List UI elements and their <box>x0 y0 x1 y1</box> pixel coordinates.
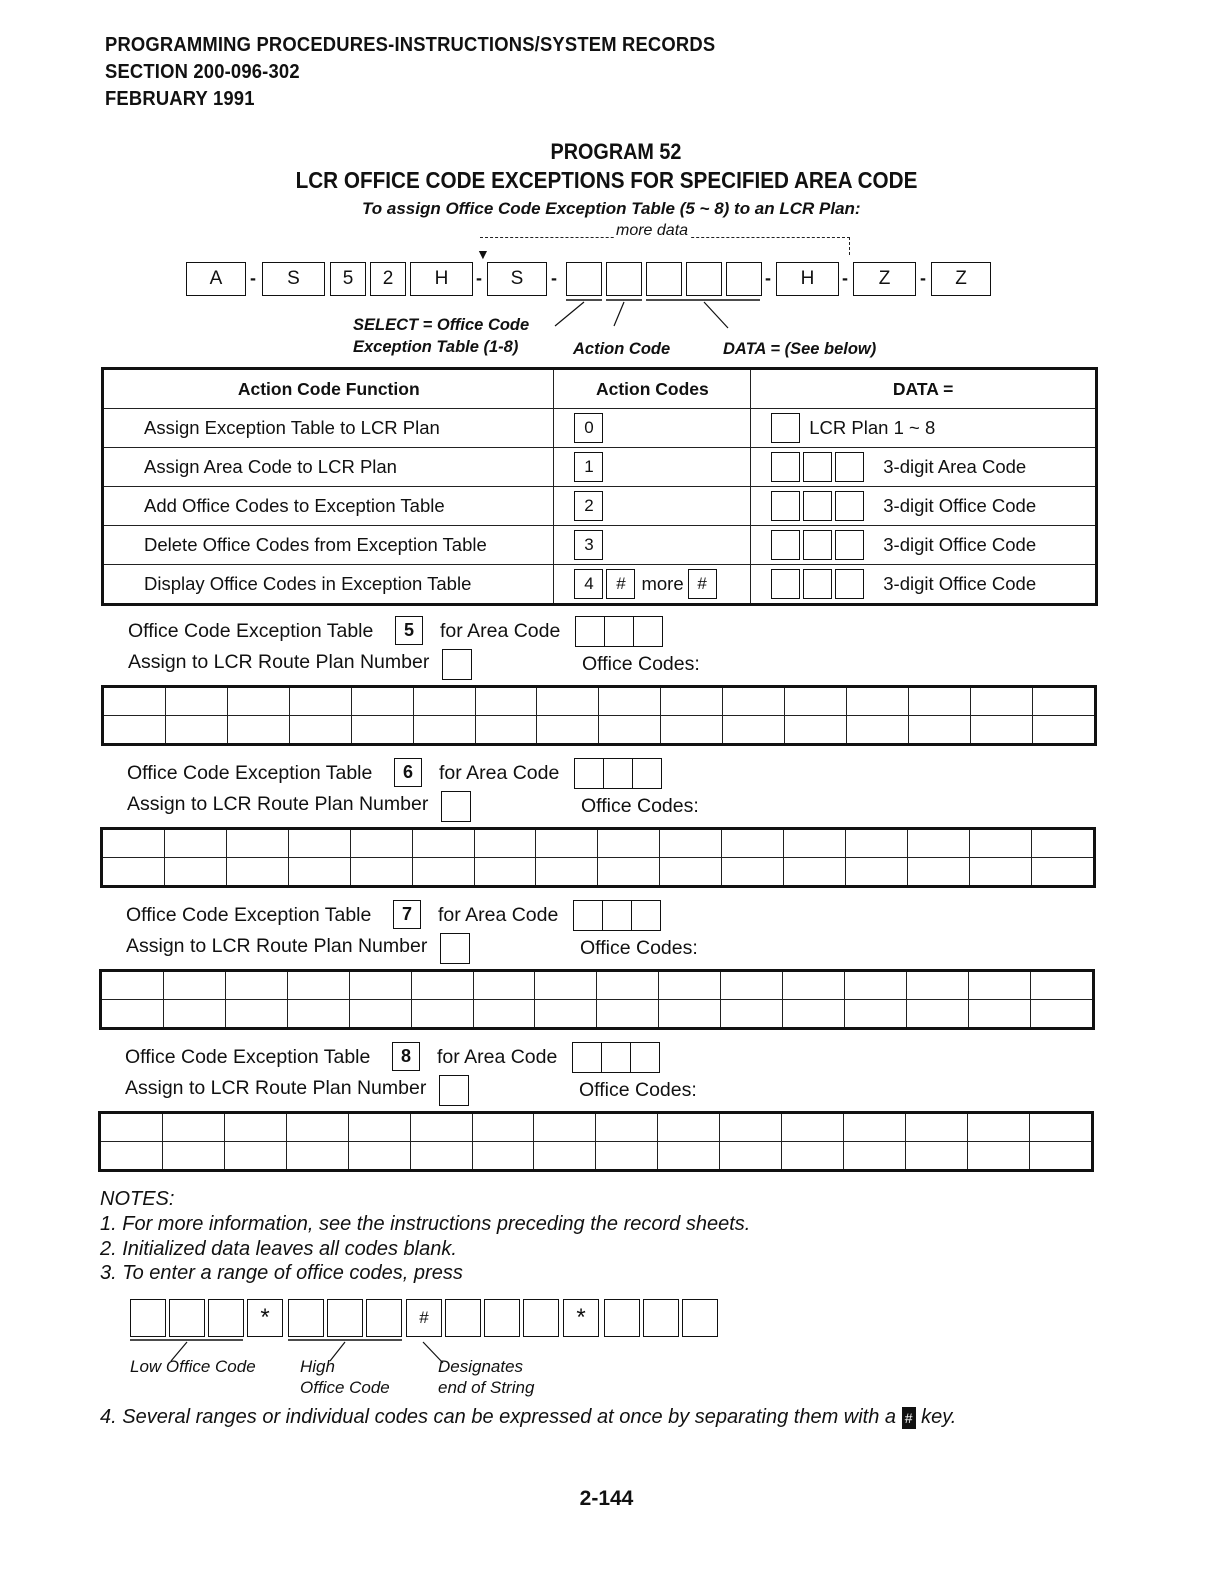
office-code-cell <box>660 829 722 858</box>
header-line-2: SECTION 200-096-302 <box>105 61 300 83</box>
key-5: 5 <box>330 262 366 296</box>
table-row <box>100 1113 1093 1142</box>
data-box <box>803 530 832 560</box>
key-z-2: Z <box>931 262 991 296</box>
office-code-cell <box>970 687 1032 716</box>
note-3: 3. To enter a range of office codes, press <box>100 1262 463 1284</box>
office-code-cell <box>164 858 226 887</box>
office-code-cell <box>599 687 661 716</box>
dash: - <box>842 268 848 288</box>
data-box <box>835 530 864 560</box>
office-code-cell <box>537 687 599 716</box>
office-code-cell <box>350 829 412 858</box>
office-code-cell <box>226 858 288 887</box>
office-code-cell <box>599 716 661 745</box>
office-code-cell <box>350 858 412 887</box>
area-code-label: for Area Code <box>439 762 560 784</box>
office-code-cell <box>720 1113 782 1142</box>
office-code-cell <box>165 687 227 716</box>
data-box <box>835 452 864 482</box>
note-4-key: key. <box>921 1406 957 1428</box>
office-code-cell <box>349 1000 411 1029</box>
action-code-value: 2 <box>574 491 603 521</box>
row-data: 3-digit Office Code <box>883 534 1037 555</box>
office-code-cell <box>783 971 845 1000</box>
data-box <box>771 569 800 599</box>
office-codes-grid <box>99 969 1095 1030</box>
office-code-cell <box>907 971 969 1000</box>
office-code-cell <box>967 1142 1029 1171</box>
office-code-cell <box>782 1142 844 1171</box>
office-code-cell <box>785 716 847 745</box>
exception-table-label: Office Code Exception Table <box>125 1046 371 1068</box>
select-label-2: Exception Table (1-8) <box>353 338 519 356</box>
office-code-cell <box>1031 858 1094 887</box>
area-code-box <box>604 616 634 647</box>
office-code-cell <box>534 1142 596 1171</box>
designates-label-1: Designates <box>438 1357 524 1376</box>
route-plan-box <box>440 933 470 964</box>
page-number: 2-144 <box>579 1487 634 1510</box>
range-box <box>643 1299 679 1337</box>
office-code-cell <box>598 829 660 858</box>
office-code-cell <box>226 829 288 858</box>
office-code-cell <box>102 829 165 858</box>
hash-key-icon: # <box>902 1407 916 1429</box>
down-arrow-icon: ▼ <box>476 246 490 262</box>
action-code-value: 0 <box>574 413 603 443</box>
table-row <box>103 687 1096 716</box>
office-code-cell <box>535 971 597 1000</box>
office-code-cell <box>721 1000 783 1029</box>
office-code-cell <box>537 716 599 745</box>
office-code-cell <box>847 716 909 745</box>
route-plan-box <box>442 649 472 680</box>
office-code-cell <box>100 1142 163 1171</box>
office-code-cell <box>100 1113 163 1142</box>
office-codes-label: Office Codes: <box>581 795 699 817</box>
key-s-select: S <box>487 262 547 296</box>
office-code-cell <box>101 971 164 1000</box>
office-code-cell <box>723 716 785 745</box>
exception-table-number: 6 <box>394 758 422 787</box>
office-code-cell <box>224 1142 286 1171</box>
action-code-value: 3 <box>574 530 603 560</box>
action-code-table <box>101 367 1098 606</box>
office-code-cell <box>597 1000 659 1029</box>
area-code-box <box>572 1042 602 1073</box>
office-code-cell <box>596 1142 658 1171</box>
office-code-cell <box>413 716 475 745</box>
data-box <box>803 569 832 599</box>
row-data: 3-digit Office Code <box>883 495 1037 516</box>
office-code-cell <box>474 858 536 887</box>
area-code-label: for Area Code <box>437 1046 558 1068</box>
more-data-bracket-right <box>849 237 850 255</box>
row-function: Display Office Codes in Exception Table <box>103 565 554 605</box>
area-code-box <box>573 900 603 931</box>
select-box <box>566 262 602 296</box>
office-code-cell <box>906 1142 968 1171</box>
row-data: 3-digit Office Code <box>883 573 1037 594</box>
office-code-cell <box>348 1142 410 1171</box>
route-plan-box <box>439 1075 469 1106</box>
office-code-cell <box>536 829 598 858</box>
office-code-cell <box>101 1000 164 1029</box>
office-code-cell <box>411 971 473 1000</box>
office-codes-grid <box>100 827 1096 888</box>
key-z-1: Z <box>853 262 916 296</box>
row-function: Add Office Codes to Exception Table <box>103 487 554 526</box>
office-code-cell <box>102 858 165 887</box>
office-code-cell <box>286 1113 348 1142</box>
table-row <box>103 487 1097 526</box>
office-code-cell <box>351 716 413 745</box>
office-code-cell <box>287 971 349 1000</box>
office-code-cell <box>410 1113 472 1142</box>
route-plan-box <box>441 791 471 822</box>
assign-plan-label: Assign to LCR Route Plan Number <box>126 935 428 957</box>
exception-table-number: 7 <box>393 900 421 929</box>
note-4 <box>100 1406 956 1429</box>
office-code-cell <box>103 716 166 745</box>
action-code-value: 4 <box>574 569 603 599</box>
row-data: LCR Plan 1 ~ 8 <box>809 417 936 438</box>
star-key: * <box>563 1299 599 1337</box>
office-code-cell <box>473 1000 535 1029</box>
office-code-cell <box>225 1000 287 1029</box>
office-code-cell <box>1031 829 1094 858</box>
document-header <box>105 32 715 113</box>
header-line-1: PROGRAMMING PROCEDURES-INSTRUCTIONS/SYSTEM RECORDS <box>105 34 716 56</box>
office-code-cell <box>784 858 846 887</box>
star-key: * <box>247 1299 283 1337</box>
office-code-cell <box>661 716 723 745</box>
office-code-cell <box>162 1142 224 1171</box>
exception-table-number: 8 <box>392 1042 420 1071</box>
office-code-cell <box>472 1113 534 1142</box>
range-box <box>208 1299 244 1337</box>
data-box <box>771 491 800 521</box>
office-code-cell <box>288 829 350 858</box>
office-code-cell <box>906 1113 968 1142</box>
exception-table-label: Office Code Exception Table <box>126 904 372 926</box>
office-code-cell <box>411 1000 473 1029</box>
program-title: LCR OFFICE CODE EXCEPTIONS FOR SPECIFIED AREA CODE <box>295 167 918 193</box>
office-code-cell <box>1032 716 1095 745</box>
area-code-box <box>602 900 632 931</box>
office-code-cell <box>969 858 1031 887</box>
table-row <box>101 971 1094 1000</box>
range-box <box>523 1299 559 1337</box>
office-code-cell <box>1030 971 1093 1000</box>
office-code-cell <box>597 971 659 1000</box>
table-row <box>102 858 1095 887</box>
data-box <box>835 491 864 521</box>
data-box-2 <box>686 262 722 296</box>
action-code-box <box>606 262 642 296</box>
office-code-cell <box>908 829 970 858</box>
office-code-cell <box>721 971 783 1000</box>
office-code-cell <box>289 687 351 716</box>
data-box-1 <box>646 262 682 296</box>
office-code-cell <box>967 1113 1029 1142</box>
data-label: DATA = (See below) <box>723 340 877 358</box>
dash: - <box>250 268 256 288</box>
more-data-label: more data <box>616 222 689 239</box>
sequence-pointers <box>540 298 760 332</box>
office-codes-grid <box>98 1111 1094 1172</box>
office-code-cell <box>785 687 847 716</box>
range-box <box>169 1299 205 1337</box>
row-function: Assign Exception Table to LCR Plan <box>103 409 554 448</box>
office-code-cell <box>1029 1113 1092 1142</box>
office-code-cell <box>968 1000 1030 1029</box>
col-header-codes: Action Codes <box>554 369 751 409</box>
data-box <box>803 491 832 521</box>
hash-key: # <box>688 569 717 599</box>
header-line-3: FEBRUARY 1991 <box>105 88 255 110</box>
high-label-2: Office Code <box>300 1378 390 1397</box>
high-label-1: High <box>300 1357 335 1376</box>
office-code-cell <box>348 1113 410 1142</box>
office-code-cell <box>473 971 535 1000</box>
office-code-cell <box>164 829 226 858</box>
office-code-cell <box>288 858 350 887</box>
range-box <box>484 1299 520 1337</box>
office-code-cell <box>227 716 289 745</box>
assign-plan-label: Assign to LCR Route Plan Number <box>128 651 430 673</box>
area-code-label: for Area Code <box>440 620 561 642</box>
key-2: 2 <box>370 262 406 296</box>
table-row <box>103 565 1097 605</box>
office-code-cell <box>474 829 536 858</box>
area-code-box <box>631 900 661 931</box>
office-code-cell <box>845 971 907 1000</box>
office-code-cell <box>227 687 289 716</box>
office-code-cell <box>1029 1142 1092 1171</box>
notes-title: NOTES: <box>100 1188 175 1210</box>
office-code-cell <box>720 1142 782 1171</box>
assign-plan-label: Assign to LCR Route Plan Number <box>127 793 429 815</box>
exception-table-label: Office Code Exception Table <box>127 762 373 784</box>
dash: - <box>476 268 482 288</box>
office-code-cell <box>535 1000 597 1029</box>
office-code-cell <box>661 687 723 716</box>
office-code-cell <box>659 971 721 1000</box>
data-box-3 <box>726 262 762 296</box>
office-code-cell <box>909 716 971 745</box>
office-code-cell <box>846 829 908 858</box>
row-function: Delete Office Codes from Exception Table <box>103 526 554 565</box>
table-row <box>102 829 1095 858</box>
office-code-cell <box>472 1142 534 1171</box>
office-code-cell <box>784 829 846 858</box>
area-code-box <box>603 758 633 789</box>
table-row <box>103 409 1097 448</box>
office-code-cell <box>534 1113 596 1142</box>
office-code-cell <box>413 687 475 716</box>
range-box <box>445 1299 481 1337</box>
office-code-cell <box>783 1000 845 1029</box>
office-code-cell <box>658 1142 720 1171</box>
office-code-cell <box>287 1000 349 1029</box>
office-code-cell <box>659 1000 721 1029</box>
office-code-cell <box>224 1113 286 1142</box>
exception-table-number: 5 <box>395 616 423 645</box>
office-code-cell <box>844 1142 906 1171</box>
key-s: S <box>262 262 325 296</box>
office-code-cell <box>225 971 287 1000</box>
office-code-cell <box>412 858 474 887</box>
office-code-cell <box>909 687 971 716</box>
office-codes-label: Office Codes: <box>580 937 698 959</box>
area-code-box <box>574 758 604 789</box>
table-row <box>101 1000 1094 1029</box>
office-code-cell <box>782 1113 844 1142</box>
table-row <box>100 1142 1093 1171</box>
office-code-cell <box>1030 1000 1093 1029</box>
office-code-cell <box>412 829 474 858</box>
office-code-cell <box>969 829 1031 858</box>
office-code-cell <box>163 971 225 1000</box>
office-codes-grid <box>101 685 1097 746</box>
note-1: 1. For more information, see the instructions preceding the record sheets. <box>100 1213 751 1235</box>
range-box <box>130 1299 166 1337</box>
table-row <box>103 448 1097 487</box>
office-code-cell <box>847 687 909 716</box>
office-code-cell <box>1032 687 1095 716</box>
low-office-code-label: Low Office Code <box>130 1357 256 1376</box>
data-box <box>771 452 800 482</box>
hash-key: # <box>406 1299 442 1337</box>
office-code-cell <box>723 687 785 716</box>
assign-plan-label: Assign to LCR Route Plan Number <box>125 1077 427 1099</box>
key-a: A <box>186 262 246 296</box>
office-code-cell <box>908 858 970 887</box>
note-2: 2. Initialized data leaves all codes blank. <box>100 1238 457 1260</box>
data-box <box>771 413 800 443</box>
office-code-cell <box>410 1142 472 1171</box>
dash: - <box>920 268 926 288</box>
office-code-cell <box>660 858 722 887</box>
row-function: Assign Area Code to LCR Plan <box>103 448 554 487</box>
office-code-cell <box>536 858 598 887</box>
select-label-1: SELECT = Office Code <box>353 316 530 334</box>
col-header-data: DATA = <box>751 369 1097 409</box>
office-code-cell <box>163 1000 225 1029</box>
office-code-cell <box>103 687 166 716</box>
dash: - <box>551 268 557 288</box>
row-data: 3-digit Area Code <box>883 456 1027 477</box>
program-subtitle: To assign Office Code Exception Table (5 ~ 8) to an LCR Plan: <box>362 199 861 218</box>
col-header-function: Action Code Function <box>103 369 554 409</box>
area-code-box <box>632 758 662 789</box>
office-code-cell <box>162 1113 224 1142</box>
range-box <box>366 1299 402 1337</box>
area-code-box <box>630 1042 660 1073</box>
range-box <box>327 1299 363 1337</box>
office-code-cell <box>475 716 537 745</box>
office-code-cell <box>845 1000 907 1029</box>
area-code-box <box>575 616 605 647</box>
data-box <box>771 530 800 560</box>
office-code-cell <box>286 1142 348 1171</box>
range-box <box>682 1299 718 1337</box>
note-4-text: 4. Several ranges or individual codes can be expressed at once by separating them with a <box>100 1406 897 1428</box>
area-code-label: for Area Code <box>438 904 559 926</box>
table-row <box>103 526 1097 565</box>
office-codes-label: Office Codes: <box>582 653 700 675</box>
more-label: more <box>641 573 684 594</box>
dash: - <box>765 268 771 288</box>
area-code-box <box>633 616 663 647</box>
program-number: PROGRAM 52 <box>550 139 682 164</box>
office-code-cell <box>475 687 537 716</box>
key-h-2: H <box>776 262 839 296</box>
office-code-cell <box>658 1113 720 1142</box>
table-row <box>103 716 1096 745</box>
office-codes-label: Office Codes: <box>579 1079 697 1101</box>
range-box <box>604 1299 640 1337</box>
key-h: H <box>410 262 473 296</box>
office-code-cell <box>846 858 908 887</box>
office-code-cell <box>722 858 784 887</box>
office-code-cell <box>165 716 227 745</box>
action-code-label: Action Code <box>573 340 671 358</box>
office-code-cell <box>349 971 411 1000</box>
office-code-cell <box>289 716 351 745</box>
area-code-box <box>601 1042 631 1073</box>
office-code-cell <box>844 1113 906 1142</box>
data-box <box>835 569 864 599</box>
data-box <box>803 452 832 482</box>
office-code-cell <box>968 971 1030 1000</box>
designates-label-2: end of String <box>438 1378 535 1397</box>
action-code-value: 1 <box>574 452 603 482</box>
office-code-cell <box>351 687 413 716</box>
office-code-cell <box>970 716 1032 745</box>
office-code-cell <box>907 1000 969 1029</box>
office-code-cell <box>596 1113 658 1142</box>
exception-table-label: Office Code Exception Table <box>128 620 374 642</box>
hash-key: # <box>606 569 635 599</box>
office-code-cell <box>722 829 784 858</box>
range-box <box>288 1299 324 1337</box>
office-code-cell <box>598 858 660 887</box>
